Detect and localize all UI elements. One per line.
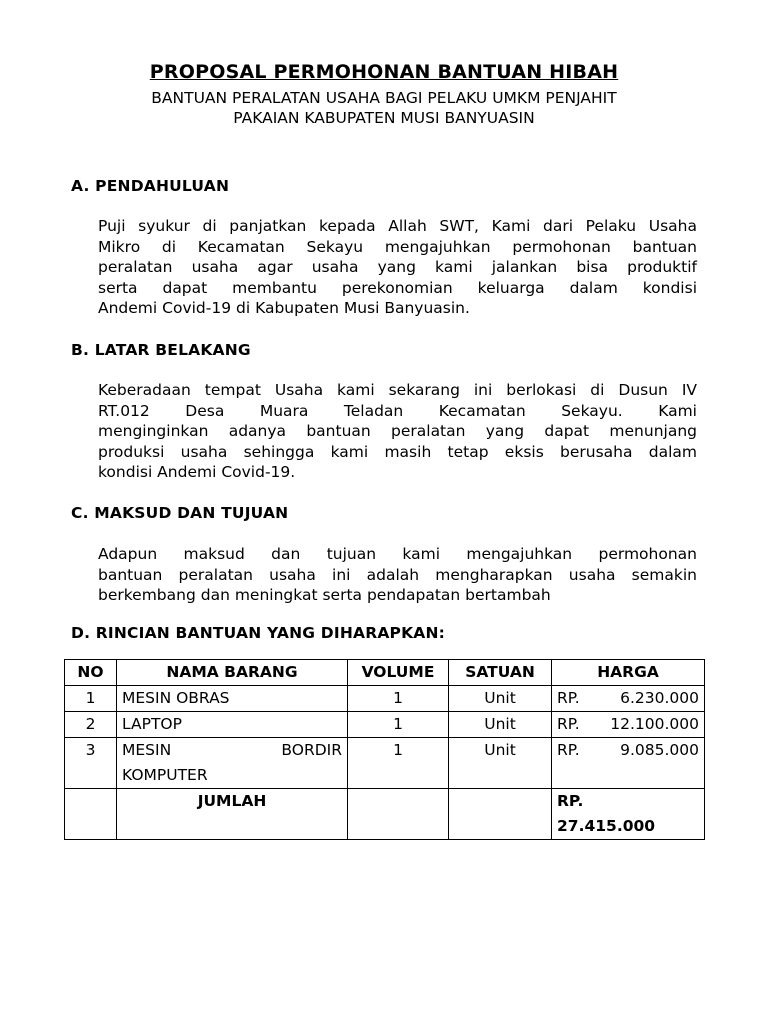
cell-satuan: Unit (449, 712, 552, 738)
cell-jumlah-label: JUMLAH (117, 789, 348, 840)
harga-prefix: RP. (557, 689, 580, 707)
table-total-row (65, 789, 705, 840)
cell-nama-barang: LAPTOP (117, 712, 348, 738)
paragraph-line: RT.012 Desa Muara Teladan Kecamatan Sekayu. Kami (98, 401, 697, 420)
paragraph-line: Puji syukur di panjatkan kepada Allah SWT, Kami dari Pelaku Usaha (98, 217, 697, 235)
total-value: 27.415.000 (557, 817, 656, 835)
cell-satuan: Unit (449, 738, 552, 789)
harga-value: 6.230.000 (620, 689, 699, 707)
cell-no: 2 (65, 712, 117, 738)
cell-satuan-empty (449, 789, 552, 840)
cell-volume: 1 (348, 712, 449, 738)
paragraph-line: serta dapat membantu perekonomian keluarga dalam kondisi (98, 278, 697, 297)
paragraph-line: berkembang dan meningkat serta pendapatan bertambah (98, 586, 551, 605)
harga-prefix: RP. (557, 715, 580, 733)
cell-nama-barang: MESIN OBRAS (117, 686, 348, 712)
table-row (65, 712, 705, 738)
harga-value: 9.085.000 (620, 741, 699, 759)
paragraph-line: Andemi Covid-19 di Kabupaten Musi Banyuasin. (98, 299, 470, 318)
cell-no: 3 (65, 738, 117, 789)
cell-no: 1 (65, 686, 117, 712)
section-paragraph-latar-belakang (98, 380, 697, 483)
paragraph-line: Keberadaan tempat Usaha kami sekarang ini berlokasi di Dusun IV (98, 381, 697, 399)
section-heading-latar-belakang: B. LATAR BELAKANG (71, 341, 251, 359)
table-header-harga: HARGA (552, 660, 705, 686)
harga-prefix: RP. (557, 741, 580, 759)
nama-part: MESIN (122, 741, 172, 759)
section-heading-pendahuluan: A. PENDAHULUAN (71, 177, 230, 195)
total-prefix: RP. (557, 792, 584, 810)
rincian-table (64, 659, 705, 840)
section-paragraph-maksud-tujuan (98, 544, 697, 606)
section-heading-rincian: D. RINCIAN BANTUAN YANG DIHARAPKAN: (71, 624, 446, 642)
paragraph-line: bantuan peralatan usaha ini adalah mengharapkan usaha semakin (98, 565, 697, 584)
document-title: PROPOSAL PERMOHONAN BANTUAN HIBAH (149, 61, 619, 83)
table-row (65, 686, 705, 712)
nama-part: KOMPUTER (122, 766, 208, 784)
cell-volume: 1 (348, 738, 449, 789)
paragraph-line: Mikro di Kecamatan Sekayu mengajuhkan permohonan bantuan (98, 237, 697, 256)
cell-total-harga (552, 789, 705, 840)
cell-volume: 1 (348, 686, 449, 712)
paragraph-line: menginginkan adanya bantuan peralatan yang dapat menunjang (98, 422, 697, 441)
paragraph-line: produksi usaha sehingga kami masih tetap eksis berusaha dalam (98, 442, 697, 461)
cell-harga (552, 712, 705, 738)
harga-value: 12.100.000 (610, 715, 699, 733)
document-subtitle-line-1: BANTUAN PERALATAN USAHA BAGI PELAKU UMKM PENJAHIT (151, 89, 617, 107)
section-paragraph-pendahuluan (98, 216, 697, 319)
section-heading-maksud-tujuan: C. MAKSUD DAN TUJUAN (71, 504, 289, 522)
cell-no-empty (65, 789, 117, 840)
cell-harga (552, 738, 705, 789)
cell-satuan: Unit (449, 686, 552, 712)
paragraph-line: peralatan usaha agar usaha yang kami jalankan bisa produktif (98, 258, 697, 277)
table-header-no: NO (65, 660, 117, 686)
paragraph-line: Adapun maksud dan tujuan kami mengajuhkan permohonan (98, 545, 697, 563)
table-header-satuan: SATUAN (449, 660, 552, 686)
paragraph-line: kondisi Andemi Covid-19. (98, 463, 296, 482)
cell-harga (552, 686, 705, 712)
cell-volume-empty (348, 789, 449, 840)
table-header-volume: VOLUME (348, 660, 449, 686)
table-header-nama-barang: NAMA BARANG (117, 660, 348, 686)
table-header-row (65, 660, 705, 686)
document-subtitle-line-2: PAKAIAN KABUPATEN MUSI BANYUASIN (233, 109, 535, 127)
table-row (65, 738, 705, 789)
nama-part: BORDIR (281, 741, 342, 759)
cell-nama-barang (117, 738, 348, 789)
